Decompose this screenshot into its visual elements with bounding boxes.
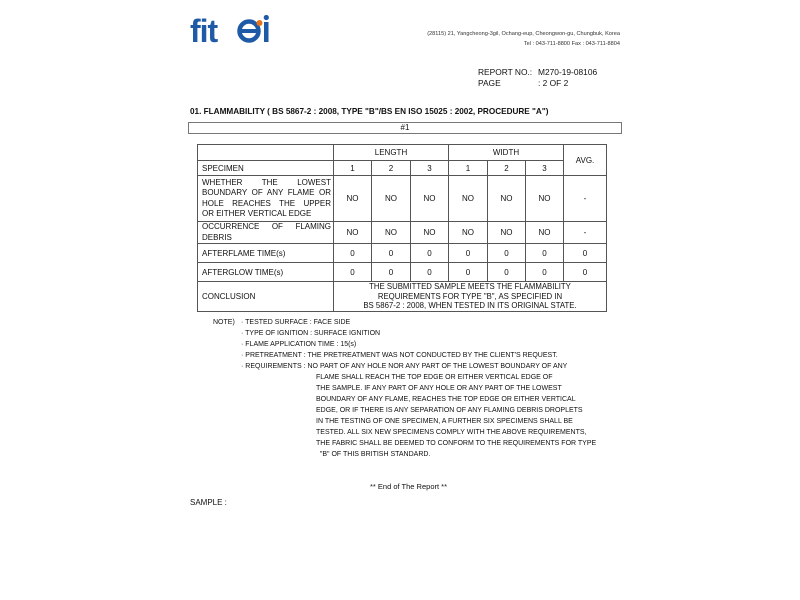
requirements-line: TESTED. ALL SIX NEW SPECIMENS COMPLY WITH THE ABOVE REQUIREMENTS, xyxy=(316,429,587,436)
note-label: NOTE) xyxy=(213,319,235,326)
requirements-line: THE FABRIC SHALL BE DEEMED TO CONFORM TO THE REQUIREMENTS FOR TYPE xyxy=(316,440,597,447)
requirements-line: EDGE, OR IF THERE IS ANY SEPARATION OF ANY FLAMING DEBRIS DROPLETS xyxy=(316,407,583,414)
requirements-line: IN THE TESTING OF ONE SPECIMEN, A FURTHER SIX SPECIMENS SHALL BE xyxy=(316,418,573,425)
result-cell: 0 xyxy=(372,263,411,282)
requirements-line: BOUNDARY OF ANY FLAME, REACHES THE TOP EDGE OR EITHER VERTICAL xyxy=(316,396,576,403)
conclusion-label: CONCLUSION xyxy=(198,282,334,312)
report-number-label: REPORT NO.: xyxy=(478,67,533,77)
note-item: · FLAME APPLICATION TIME : 15(s) xyxy=(241,341,357,348)
result-cell: NO xyxy=(334,176,372,222)
result-cell: NO xyxy=(488,176,526,222)
blank-header-cell xyxy=(198,145,334,161)
row-label-line: OCCURRENCE OF FLAMING xyxy=(202,222,331,231)
table-row xyxy=(198,263,607,282)
result-cell: 0 xyxy=(334,263,372,282)
note-item: · TYPE OF IGNITION : SURFACE IGNITION xyxy=(241,330,381,337)
page-label: PAGE xyxy=(478,78,501,88)
avg-cell: 0 xyxy=(564,244,607,263)
avg-header: AVG. xyxy=(564,145,607,176)
result-cell: NO xyxy=(411,176,449,222)
end-of-report: ** End of The Report ** xyxy=(370,482,447,491)
result-cell: 0 xyxy=(449,263,488,282)
svg-text:fit: fit xyxy=(190,14,218,48)
specimen-number: 2 xyxy=(488,161,526,176)
sample-label: SAMPLE : xyxy=(190,498,227,507)
table-row xyxy=(198,222,607,244)
company-contact: Tel : 043-711-8800 Fax : 043-711-8804 xyxy=(523,41,620,47)
length-header: LENGTH xyxy=(334,145,449,161)
report-number xyxy=(478,67,597,77)
specimen-number: 1 xyxy=(449,161,488,176)
specimen-label: SPECIMEN xyxy=(198,161,334,176)
fitei-logo xyxy=(190,14,270,48)
note-item: · PRETREATMENT : THE PRETREATMENT WAS NOT CONDUCTED BY THE CLIENT'S REQUEST. xyxy=(241,352,558,359)
result-cell: NO xyxy=(411,222,449,244)
table-row xyxy=(198,244,607,263)
specimen-number: 3 xyxy=(526,161,564,176)
specimen-number: 2 xyxy=(372,161,411,176)
result-cell: 0 xyxy=(526,244,564,263)
result-cell: NO xyxy=(526,222,564,244)
row-label: AFTERGLOW TIME(s) xyxy=(198,263,334,282)
note-item: · REQUIREMENTS : NO PART OF ANY HOLE NOR ANY PART OF THE LOWEST BOUNDARY OF ANY xyxy=(241,363,568,370)
row-label-line: WHETHER THE LOWEST xyxy=(202,177,331,187)
result-cell: 0 xyxy=(488,244,526,263)
result-cell: NO xyxy=(449,222,488,244)
result-cell: 0 xyxy=(449,244,488,263)
section-title: 01. FLAMMABILITY ( BS 5867-2 : 2008, TYPE "B"/BS EN ISO 15025 : 2002, PROCEDURE "A") xyxy=(190,107,549,116)
result-cell: 0 xyxy=(372,244,411,263)
result-cell: NO xyxy=(372,222,411,244)
row-label: AFTERFLAME TIME(s) xyxy=(198,244,334,263)
sample-id-bar: #1 xyxy=(188,122,622,134)
result-cell: 0 xyxy=(488,263,526,282)
specimen-row xyxy=(198,161,607,176)
result-cell: NO xyxy=(372,176,411,222)
logo-e-mark xyxy=(238,20,263,41)
row-label-line: HOLE REACHES THE UPPER xyxy=(202,198,331,208)
requirements-line: "B" OF THIS BRITISH STANDARD. xyxy=(316,451,431,458)
company-address: (28115) 21, Yangcheong-3gil, Ochang-eup, Cheongwon-gu, Chungbuk, Korea xyxy=(427,31,620,37)
flammability-results-table xyxy=(197,144,607,312)
conclusion-line: REQUIREMENTS FOR TYPE "B", AS SPECIFIED IN xyxy=(377,291,563,301)
report-number-value: M270-19-08106 xyxy=(538,67,598,77)
avg-cell: - xyxy=(564,222,607,244)
avg-cell: 0 xyxy=(564,263,607,282)
result-cell: NO xyxy=(334,222,372,244)
report-page xyxy=(478,78,568,88)
note-item: · TESTED SURFACE : FACE SIDE xyxy=(241,319,351,326)
result-cell: 0 xyxy=(411,244,449,263)
conclusion-line: BS 5867-2 : 2008, WHEN TESTED IN ITS ORIGINAL STATE. xyxy=(363,301,577,310)
result-cell: 0 xyxy=(411,263,449,282)
width-header: WIDTH xyxy=(449,145,564,161)
result-cell: NO xyxy=(488,222,526,244)
conclusion-row xyxy=(198,282,607,312)
result-cell: 0 xyxy=(526,263,564,282)
table-row xyxy=(198,176,607,222)
row-label-line: OR EITHER VERTICAL EDGE xyxy=(202,209,312,218)
conclusion-line: THE SUBMITTED SAMPLE MEETS THE FLAMMABILITY xyxy=(369,282,571,291)
table-header-row xyxy=(198,145,607,161)
row-label xyxy=(198,222,334,244)
result-cell: NO xyxy=(449,176,488,222)
specimen-number: 3 xyxy=(411,161,449,176)
result-cell: NO xyxy=(526,176,564,222)
result-cell: 0 xyxy=(334,244,372,263)
requirements-line: THE SAMPLE. IF ANY PART OF ANY HOLE OR ANY PART OF THE LOWEST xyxy=(316,385,562,392)
specimen-number: 1 xyxy=(334,161,372,176)
row-label-line: DEBRIS xyxy=(202,232,232,242)
avg-cell: - xyxy=(564,176,607,222)
conclusion-text xyxy=(334,282,607,312)
row-label xyxy=(198,176,334,222)
row-label-line: BOUNDARY OF ANY FLAME OR xyxy=(202,188,331,197)
page-value: : 2 OF 2 xyxy=(538,78,569,88)
requirements-line: FLAME SHALL REACH THE TOP EDGE OR EITHER VERTICAL EDGE OF xyxy=(316,374,553,381)
